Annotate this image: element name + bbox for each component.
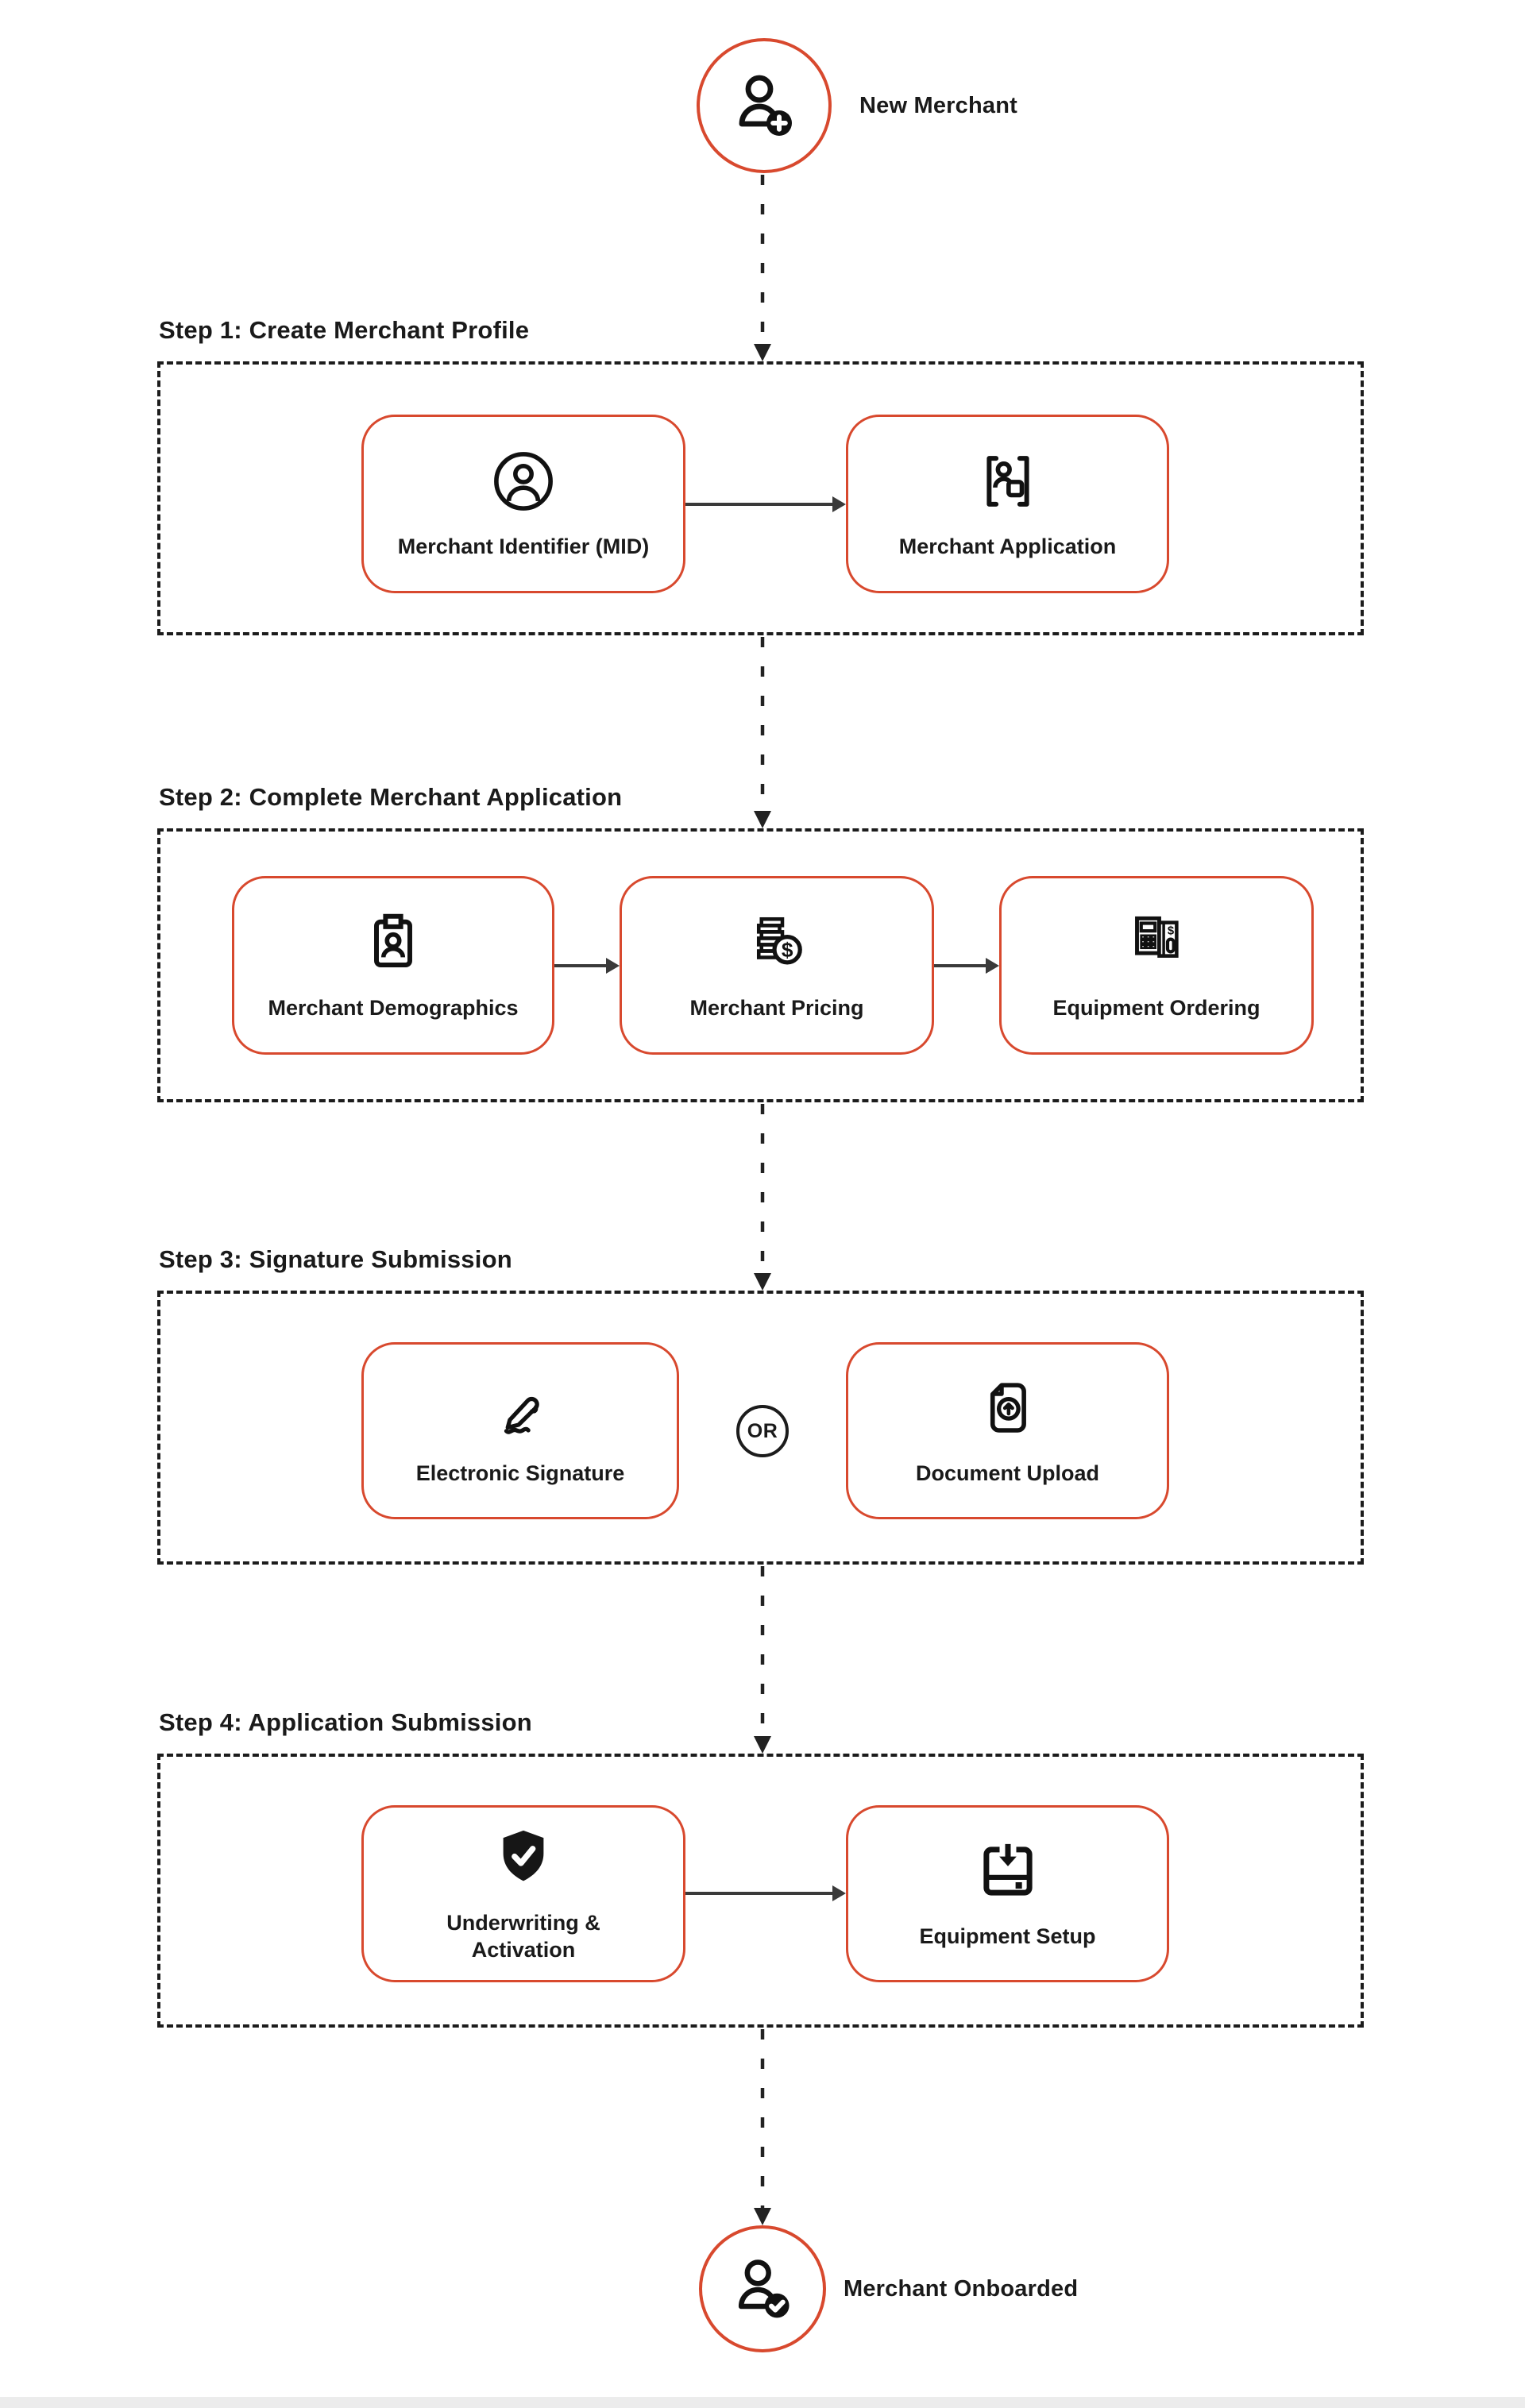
node-label: Document Upload [915,1461,1099,1485]
flow-arrow [685,503,833,506]
start-node [697,38,832,173]
node-equipment-setup [846,1805,1169,1982]
user-plus-icon [726,68,802,144]
node-merchant-application [846,415,1169,593]
node-merchant-pricing [620,876,934,1055]
start-label: New Merchant [859,92,1017,118]
step-4-zone [157,1754,1364,2028]
footer-strip [0,2397,1525,2408]
payment-terminal-icon [1123,909,1190,976]
or-label: OR [747,1419,778,1442]
node-label: Merchant Demographics [268,995,519,1020]
node-merchant-demographics [232,876,554,1055]
step-1-title: Step 1: Create Merchant Profile [159,316,530,344]
step-4-title: Step 4: Application Submission [159,1708,532,1736]
node-electronic-signature [361,1342,679,1519]
step-2-title: Step 2: Complete Merchant Application [159,783,623,811]
flow-arrow [554,964,607,967]
dashed-arrow-connector [751,2028,774,2225]
dashed-arrow-connector [751,1565,774,1754]
node-equipment-ordering [999,876,1314,1055]
node-label: Electronic Signature [415,1461,625,1485]
flow-arrow [934,964,986,967]
node-label: Merchant Application [898,534,1117,558]
node-label: Equipment Ordering [1052,995,1261,1020]
or-badge [736,1405,789,1457]
end-label: Merchant Onboarded [844,2275,1079,2302]
node-label: Merchant Identifier (MID) [397,534,650,558]
node-label: Underwriting & Activation [446,1910,600,1962]
node-merchant-identifier [361,415,685,593]
step-3-title: Step 3: Signature Submission [159,1245,512,1273]
node-underwriting-activation [361,1805,685,1982]
flow-arrow [685,1892,833,1895]
user-circle-icon [490,448,557,515]
document-upload-icon [975,1375,1041,1441]
id-scan-icon [975,448,1041,515]
svg-text:$: $ [1167,924,1175,938]
install-box-icon [975,1838,1041,1904]
node-label: Merchant Pricing [689,995,864,1020]
step-3-zone [157,1291,1364,1565]
shield-check-icon [490,1824,557,1891]
coins-dollar-icon [743,909,810,976]
node-label: Equipment Setup [919,1924,1096,1948]
user-check-icon [726,2252,799,2325]
step-1-zone [157,361,1364,635]
signature-pen-icon [487,1375,554,1441]
step-2-zone [157,828,1364,1102]
clipboard-user-icon [360,909,427,976]
node-document-upload [846,1342,1169,1519]
dashed-arrow-connector [751,173,774,361]
end-node [699,2225,826,2352]
dashed-arrow-connector [751,635,774,828]
svg-text:$: $ [781,937,793,962]
dashed-arrow-connector [751,1102,774,1291]
